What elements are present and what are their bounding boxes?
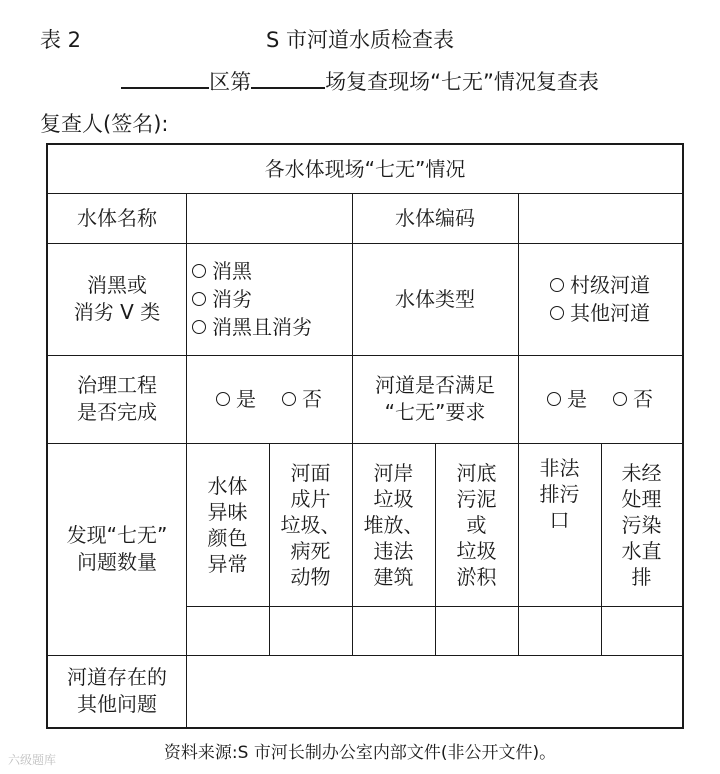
issue-col-text: 污泥 [456, 486, 497, 511]
issue-col-text: 或 [466, 512, 487, 537]
water-type-label: 水体类型 [395, 286, 475, 311]
issue-col-text: 成片 [290, 486, 331, 511]
issue-col-text: 排 [631, 564, 652, 589]
source-note: 资料来源:S 市河长制办公室内部文件(非公开文件)。 [163, 743, 557, 763]
option-remove-inferior[interactable] [192, 285, 252, 313]
project-done-options [186, 355, 352, 443]
session-blank[interactable] [251, 69, 325, 89]
radio-circle-icon[interactable] [192, 320, 206, 334]
meets-seven-label-line1: 河道是否满足 [375, 373, 495, 397]
option-label: 消黑 [212, 259, 252, 283]
issues-label-line1: 发现“七无” [66, 523, 168, 547]
option-label: 其他河道 [570, 301, 650, 325]
issues-label-line2: 问题数量 [76, 550, 157, 574]
issue-col-text: 异味 [207, 499, 248, 524]
issue-col-text: 非法 [539, 456, 580, 480]
issue-col-text: 动物 [290, 564, 331, 589]
option-label: 是 [567, 386, 587, 411]
option-label: 是 [236, 386, 256, 411]
subtitle-part2: 场复查现场“七无”情况复查表 [325, 70, 599, 94]
option-label: 消劣 [212, 287, 252, 311]
subtitle-part1: 区第 [209, 70, 252, 94]
water-code-field[interactable] [518, 193, 682, 243]
inspection-table [46, 143, 684, 729]
issue-col-text: 河岸 [373, 460, 414, 485]
issue-col-text: 污染 [621, 512, 662, 537]
issue-count-input[interactable] [352, 606, 435, 655]
radio-circle-icon[interactable] [216, 392, 230, 406]
issue-col-text: 未经 [621, 460, 662, 485]
issue-col-bottom-silt [435, 443, 518, 606]
water-code-label: 水体编码 [395, 205, 475, 230]
issue-col-text: 病死 [290, 538, 331, 563]
option-project-yes[interactable] [216, 386, 256, 413]
radio-circle-icon[interactable] [192, 264, 206, 278]
form-subtitle [0, 66, 720, 96]
issue-col-text: 处理 [621, 486, 662, 511]
option-meets-no[interactable] [613, 386, 653, 413]
project-done-label [48, 355, 186, 443]
option-label: 否 [633, 386, 653, 411]
black-odor-label-line2: 消劣 V 类 [73, 300, 161, 324]
black-odor-label-line1: 消黑或 [87, 273, 147, 297]
issue-col-text: 堆放、 [363, 512, 424, 537]
issue-col-text: 水直 [621, 538, 662, 563]
other-problems-label [48, 655, 186, 727]
table-label: 表 2 [40, 28, 82, 52]
option-label: 否 [302, 386, 322, 411]
option-label: 消黑且消劣 [212, 315, 312, 339]
radio-circle-icon[interactable] [192, 292, 206, 306]
watermark: 六级题库 [8, 753, 57, 767]
issue-count-input[interactable] [601, 606, 682, 655]
issue-col-text: 垃圾 [373, 486, 414, 511]
issue-col-illegal-outlet [518, 443, 601, 606]
black-odor-label [48, 243, 186, 355]
issue-col-bank-garbage [352, 443, 435, 606]
option-village-river[interactable] [550, 271, 650, 299]
issue-col-text: 淤积 [456, 564, 497, 589]
option-project-no[interactable] [282, 386, 322, 413]
issue-col-text: 河面 [290, 460, 331, 485]
section-header: 各水体现场“七无”情况 [264, 156, 466, 181]
radio-circle-icon[interactable] [550, 278, 564, 292]
meets-seven-options [518, 355, 682, 443]
issue-col-text: 违法 [373, 538, 414, 563]
issue-count-input[interactable] [186, 606, 269, 655]
issue-col-untreated-discharge [601, 443, 682, 606]
option-other-river[interactable] [550, 299, 650, 327]
issue-col-text: 河底 [456, 460, 497, 485]
water-type-options [518, 243, 682, 355]
project-done-label-line1: 治理工程 [77, 373, 157, 397]
document-title: S 市河道水质检查表 [265, 28, 454, 52]
option-remove-both[interactable] [192, 313, 312, 341]
radio-circle-icon[interactable] [550, 306, 564, 320]
issue-col-text: 排污 [539, 482, 580, 506]
option-remove-black[interactable] [192, 257, 252, 285]
issue-col-text: 建筑 [373, 564, 414, 589]
project-done-label-line2: 是否完成 [77, 400, 157, 424]
issue-col-text: 口 [549, 508, 570, 532]
issue-col-text: 垃圾 [456, 538, 497, 563]
other-problems-field[interactable] [186, 655, 682, 727]
option-meets-yes[interactable] [547, 386, 587, 413]
issue-col-water-odor [186, 443, 269, 606]
issue-count-input[interactable] [518, 606, 601, 655]
other-problems-label-line1: 河道存在的 [67, 665, 167, 689]
issue-count-input[interactable] [435, 606, 518, 655]
radio-circle-icon[interactable] [282, 392, 296, 406]
radio-circle-icon[interactable] [613, 392, 627, 406]
reviewer-signature-label: 复查人(签名): [40, 112, 169, 136]
radio-circle-icon[interactable] [547, 392, 561, 406]
meets-seven-label-line2: “七无”要求 [384, 400, 486, 424]
issue-col-text: 垃圾、 [280, 512, 341, 537]
issue-col-surface-garbage [269, 443, 352, 606]
issue-count-input[interactable] [269, 606, 352, 655]
district-blank[interactable] [121, 69, 209, 89]
water-name-field[interactable] [186, 193, 352, 243]
option-label: 村级河道 [570, 273, 650, 297]
issue-col-text: 颜色 [207, 525, 248, 550]
issue-col-text: 异常 [207, 551, 248, 576]
black-odor-options [186, 243, 352, 355]
meets-seven-label [352, 355, 518, 443]
issues-count-label [48, 443, 186, 655]
issue-col-text: 水体 [207, 473, 248, 498]
other-problems-label-line2: 其他问题 [77, 692, 157, 716]
water-name-label: 水体名称 [77, 205, 157, 230]
